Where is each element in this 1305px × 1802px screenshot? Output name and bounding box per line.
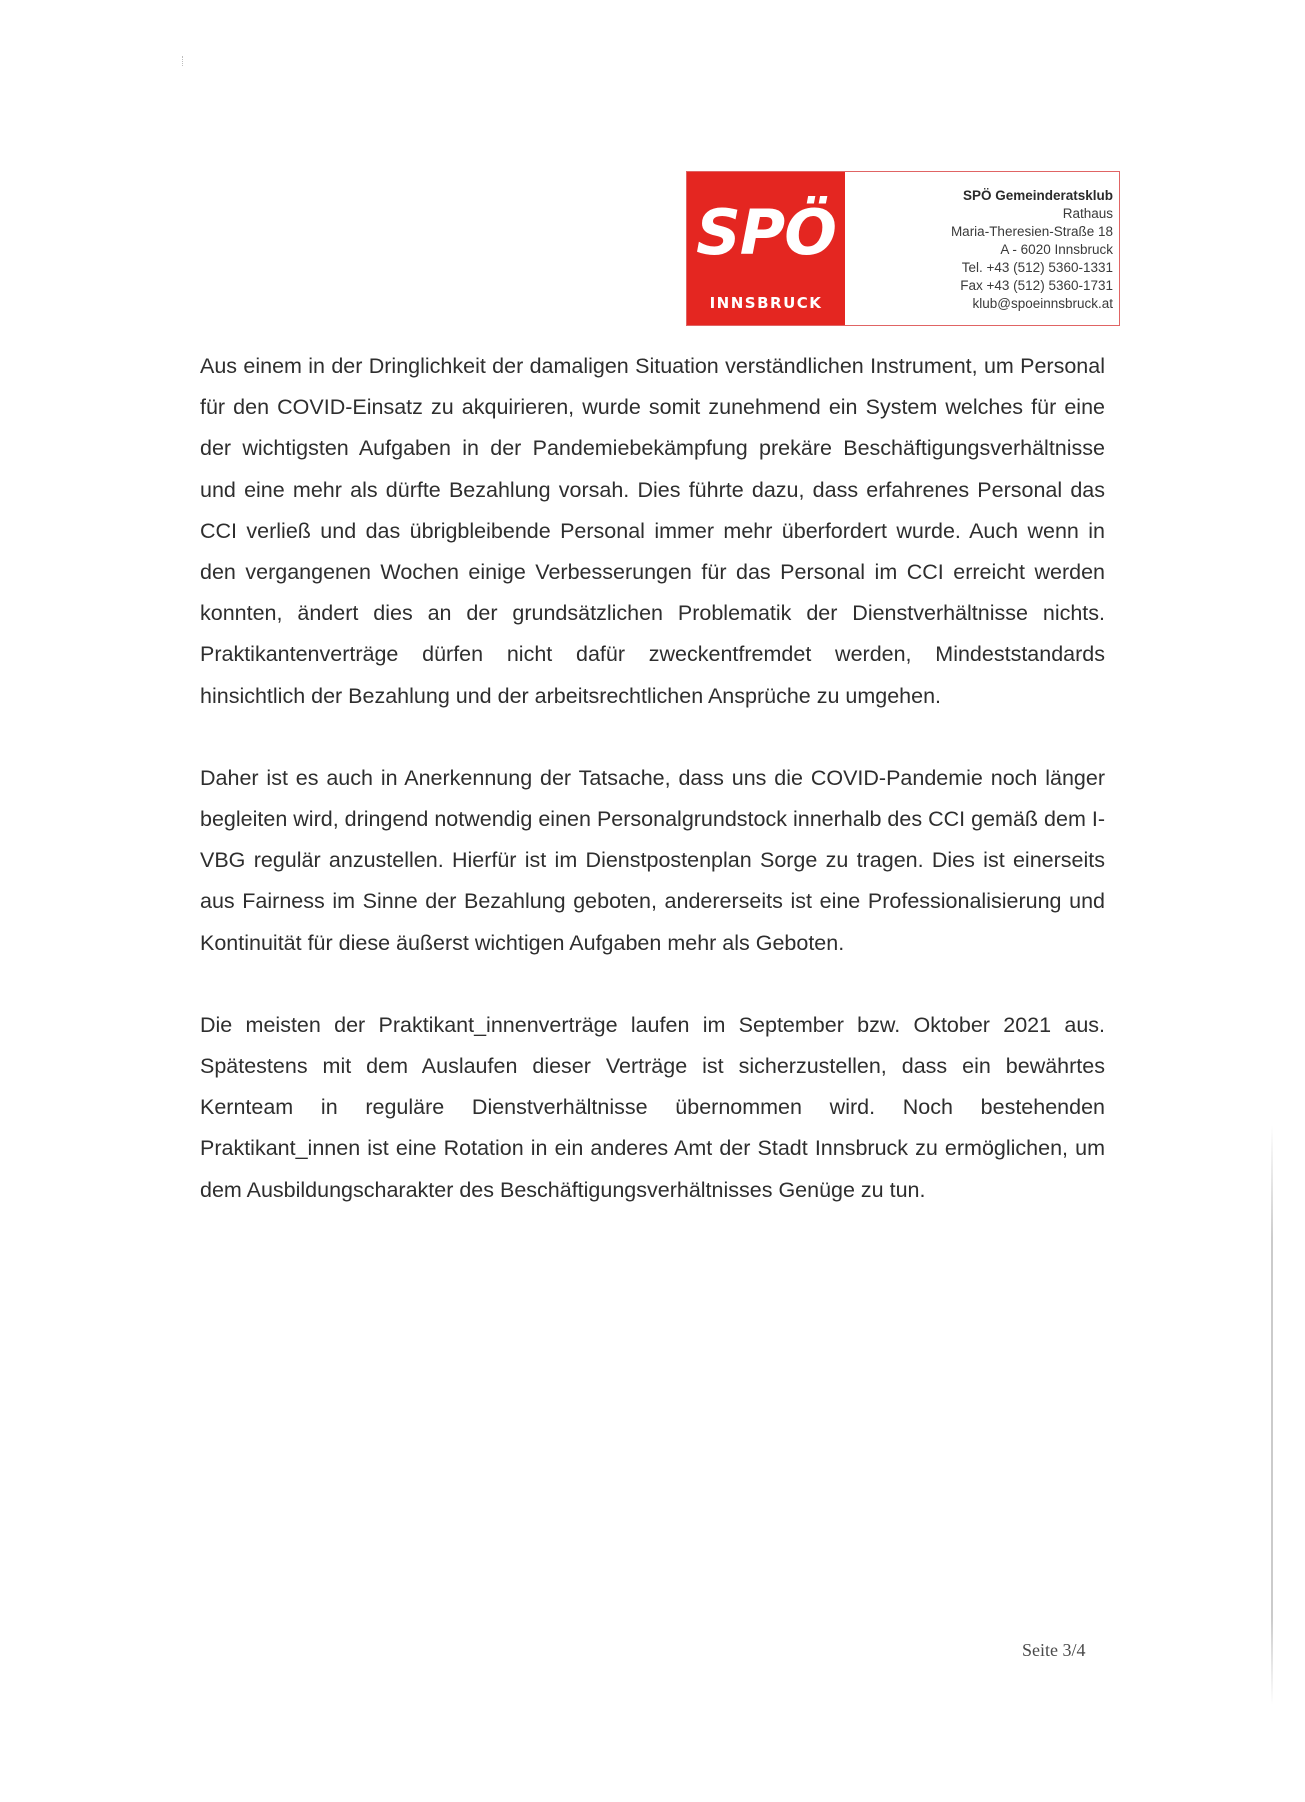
logo-city: INNSBRUCK	[709, 294, 823, 312]
spoe-logo	[687, 172, 845, 325]
address-email: klub@spoeinnsbruck.at	[972, 296, 1113, 311]
address-tel: Tel. +43 (512) 5360-1331	[961, 260, 1113, 275]
sender-address	[951, 187, 1113, 313]
address-line-2: Maria-Theresien-Straße 18	[950, 224, 1113, 239]
address-line-3: A - 6020 Innsbruck	[1000, 242, 1113, 257]
address-line-1: Rathaus	[1062, 206, 1113, 221]
paragraph-3: Die meisten der Praktikant_innenverträge laufen im September bzw. Oktober 2021 aus. Spätestens mit dem Auslaufen dieser Verträge ist sicherzustellen, dass ein bewährtes Kernteam in reguläre Dienstverhältnisse übernommen wird. Noch bestehenden Praktikant_innen ist eine Rotation in ein anderes Amt der Stadt Innsbruck zu ermöglichen, um dem Ausbildungscharakter des Beschäftigungsverhältnisses Genüge zu tun.	[200, 1012, 1105, 1202]
logo-wordmark: SPÖ	[696, 196, 836, 269]
paragraph-1: Aus einem in der Dringlichkeit der damaligen Situation verständlichen Instrument, um Personal für den COVID-Einsatz zu akquirieren, wurde somit zunehmend ein System welches für eine der wichtigsten Aufgaben in der Pandemiebekämpfung prekäre Beschäftigungsverhältnisse und eine mehr als dürfte Bezahlung vorsah. Dies führte dazu, dass erfahrenes Personal das CCI verließ und das übrigbleibende Personal immer mehr überfordert wurde. Auch wenn in den vergangenen Wochen einige Verbesserungen für das Personal im CCI erreicht werden konnten, ändert dies an der grundsätzlichen Problematik der Dienstverhältnisse nichts. Praktikantenverträge dürfen nicht dafür zweckentfremdet werden, Mindeststandards hinsichtlich der Bezahlung und der arbeitsrechtlichen Ansprüche zu umgehen.	[200, 354, 1105, 708]
address-fax: Fax +43 (512) 5360-1731	[960, 278, 1113, 293]
scan-mark	[182, 56, 186, 66]
address-org: SPÖ Gemeinderatsklub	[962, 188, 1113, 203]
document-body	[200, 346, 1105, 1211]
page-number: Seite 3/4	[1022, 1640, 1086, 1660]
letterhead	[686, 171, 1120, 326]
paragraph-2: Daher ist es auch in Anerkennung der Tatsache, dass uns die COVID-Pandemie noch länger begleiten wird, dringend notwendig einen Personalgrundstock innerhalb des CCI gemäß dem I-VBG regulär anzustellen. Hierfür ist im Dienstpostenplan Sorge zu tragen. Dies ist einerseits aus Fairness im Sinne der Bezahlung geboten, andererseits ist eine Professionalisierung und Kontinuität für diese äußerst wichtigen Aufgaben mehr als Geboten.	[200, 765, 1105, 955]
scan-edge-line	[1271, 1125, 1273, 1705]
